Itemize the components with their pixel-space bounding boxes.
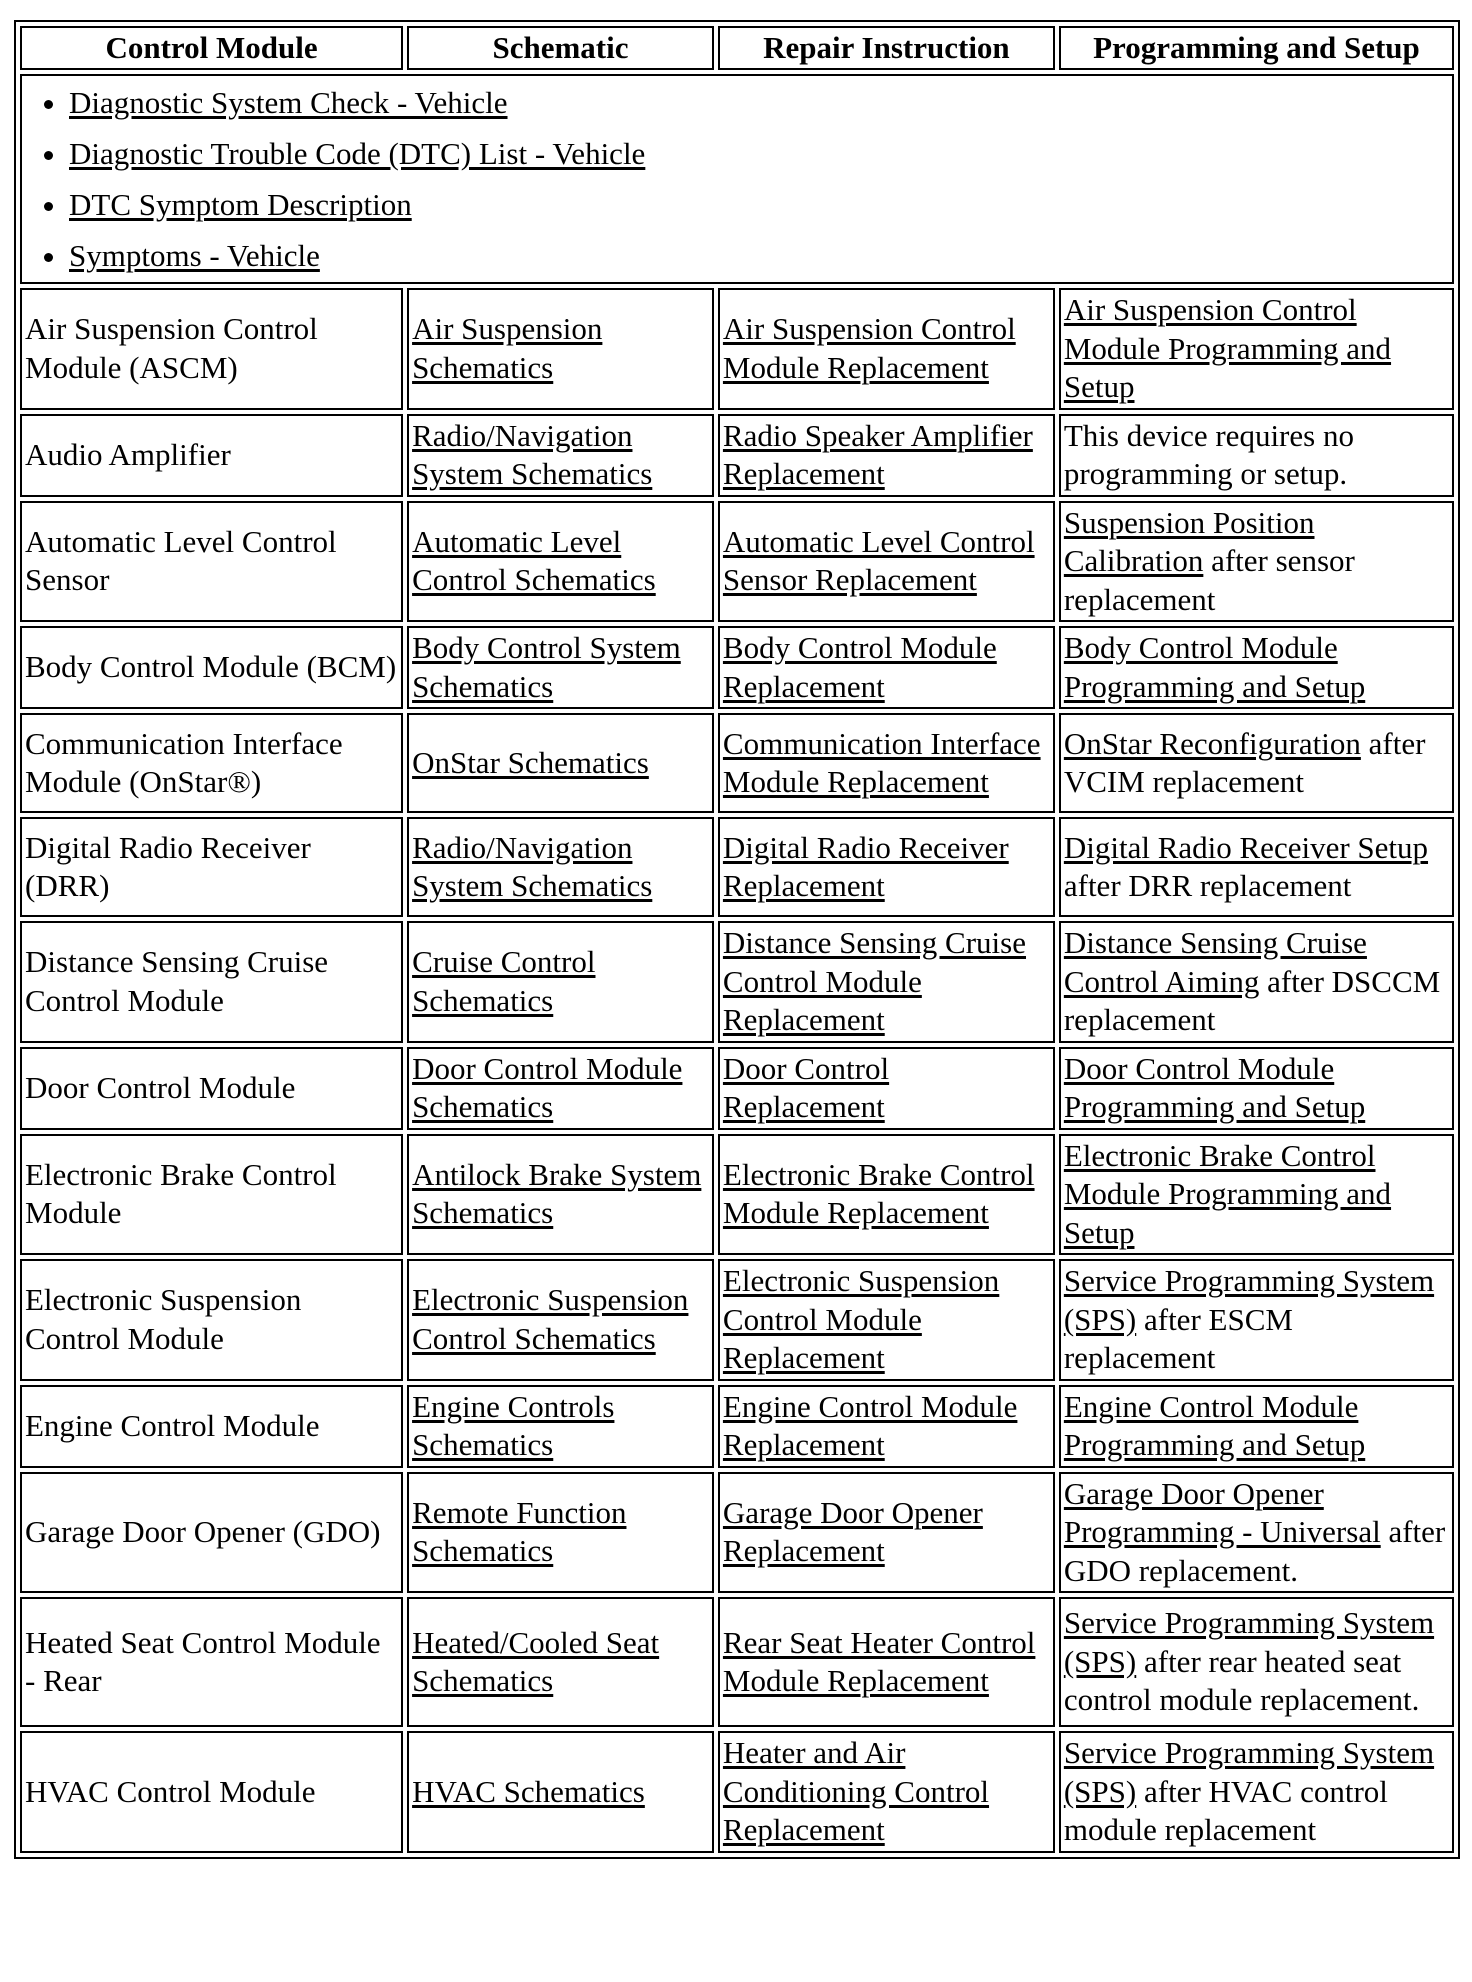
repair-instruction-link[interactable]: Body Control Module Replacement [722, 630, 997, 704]
programming-setup-cell [1059, 1472, 1454, 1594]
programming-setup-link[interactable]: Electronic Brake Control Module Programming and Setup [1063, 1137, 1392, 1250]
repair-instruction-cell [718, 817, 1055, 917]
schematic-link[interactable]: OnStar Schematics [412, 744, 649, 780]
programming-setup-note: after DSCCM replacement [1063, 963, 1441, 1037]
programming-setup-cell [1059, 817, 1454, 917]
programming-setup-cell [1059, 713, 1454, 813]
table-row [20, 1385, 1454, 1468]
schematic-link[interactable]: Antilock Brake System Schematics [412, 1156, 702, 1231]
repair-instruction-cell [718, 921, 1055, 1043]
programming-setup-note: This device requires no programming or setup. [1063, 417, 1354, 491]
repair-instruction-cell [718, 414, 1055, 497]
control-module-cell: Communication Interface Module (OnStar®) [20, 713, 403, 813]
schematic-link[interactable]: Remote Function Schematics [412, 1494, 627, 1569]
schematic-cell [407, 626, 714, 709]
repair-instruction-link[interactable]: Communication Interface Module Replacement [722, 725, 1041, 799]
repair-instruction-link[interactable]: Heater and Air Conditioning Control Replacement [722, 1735, 990, 1847]
repair-instruction-link[interactable]: Door Control Replacement [722, 1050, 890, 1124]
schematic-cell [407, 1259, 714, 1381]
table-row [20, 1259, 1454, 1381]
programming-setup-note: after sensor replacement [1063, 543, 1355, 617]
control-module-cell: Door Control Module [20, 1047, 403, 1130]
programming-setup-link[interactable]: Garage Door Opener Programming - Universal [1063, 1475, 1381, 1549]
programming-setup-link[interactable]: Service Programming System (SPS) [1063, 1605, 1435, 1679]
repair-instruction-link[interactable]: Rear Seat Heater Control Module Replacement [722, 1624, 1036, 1698]
programming-setup-cell [1059, 921, 1454, 1043]
table-row [20, 1134, 1454, 1256]
link-diagnostic-system-check[interactable]: Diagnostic System Check - Vehicle [69, 85, 508, 120]
repair-instruction-cell [718, 1385, 1055, 1468]
control-module-cell: Body Control Module (BCM) [20, 626, 403, 709]
programming-setup-link[interactable]: Service Programming System (SPS) [1063, 1263, 1435, 1337]
programming-setup-cell [1059, 1259, 1454, 1381]
repair-instruction-cell [718, 1731, 1055, 1853]
programming-setup-note: after HVAC control module replacement [1063, 1773, 1388, 1847]
programming-setup-cell [1059, 1597, 1454, 1727]
top-links-cell [20, 74, 1454, 284]
list-item [69, 230, 1449, 281]
list-item [69, 77, 1449, 128]
header-programming-setup: Programming and Setup [1059, 26, 1454, 70]
programming-setup-link[interactable]: Body Control Module Programming and Setup [1063, 630, 1366, 704]
schematic-link[interactable]: Electronic Suspension Control Schematics [412, 1282, 689, 1356]
table-row [20, 626, 1454, 709]
link-dtc-list[interactable]: Diagnostic Trouble Code (DTC) List - Vehicle [69, 136, 646, 171]
table-row [20, 1047, 1454, 1130]
schematic-link[interactable]: Air Suspension Schematics [412, 311, 603, 385]
schematic-link[interactable]: Body Control System Schematics [412, 630, 681, 704]
schematic-link[interactable]: Automatic Level Control Schematics [412, 523, 656, 598]
schematic-cell [407, 1472, 714, 1594]
schematic-link[interactable]: HVAC Schematics [412, 1773, 645, 1809]
repair-instruction-link[interactable]: Automatic Level Control Sensor Replacement [722, 523, 1035, 598]
control-module-cell: Distance Sensing Cruise Control Module [20, 921, 403, 1043]
repair-instruction-cell [718, 1259, 1055, 1381]
top-links-row [20, 74, 1454, 284]
schematic-link[interactable]: Cruise Control Schematics [412, 944, 596, 1018]
schematic-cell [407, 921, 714, 1043]
repair-instruction-cell [718, 713, 1055, 813]
repair-instruction-cell [718, 1597, 1055, 1727]
schematic-cell [407, 1047, 714, 1130]
table-row [20, 921, 1454, 1043]
schematic-cell [407, 713, 714, 813]
repair-instruction-link[interactable]: Air Suspension Control Module Replacement [722, 311, 1016, 385]
programming-setup-note: after ESCM replacement [1063, 1301, 1293, 1375]
repair-instruction-link[interactable]: Garage Door Opener Replacement [722, 1494, 983, 1569]
programming-setup-note: after rear heated seat control module replacement. [1063, 1643, 1420, 1718]
schematic-link[interactable]: Door Control Module Schematics [412, 1050, 683, 1124]
programming-setup-link[interactable]: Engine Control Module Programming and Setup [1063, 1388, 1366, 1462]
programming-setup-cell [1059, 1385, 1454, 1468]
control-module-cell: Garage Door Opener (GDO) [20, 1472, 403, 1594]
table-row [20, 713, 1454, 813]
header-control-module: Control Module [20, 26, 403, 70]
programming-setup-cell [1059, 1047, 1454, 1130]
link-symptoms-vehicle[interactable]: Symptoms - Vehicle [69, 238, 320, 273]
repair-instruction-link[interactable]: Distance Sensing Cruise Control Module Replacement [722, 925, 1026, 1037]
table-row [20, 1472, 1454, 1594]
control-module-cell: Automatic Level Control Sensor [20, 501, 403, 623]
table-row [20, 414, 1454, 497]
table-row [20, 817, 1454, 917]
list-item [69, 179, 1449, 230]
repair-instruction-cell [718, 1047, 1055, 1130]
table-row [20, 1731, 1454, 1853]
table-row [20, 501, 1454, 623]
control-module-cell: Electronic Suspension Control Module [20, 1259, 403, 1381]
programming-setup-link[interactable]: OnStar Reconfiguration [1063, 725, 1361, 761]
schematic-cell [407, 817, 714, 917]
schematic-cell [407, 414, 714, 497]
control-module-cell: Air Suspension Control Module (ASCM) [20, 288, 403, 410]
top-links-list [25, 77, 1449, 281]
repair-instruction-cell [718, 288, 1055, 410]
schematic-cell [407, 288, 714, 410]
table-row [20, 288, 1454, 410]
table-row [20, 1597, 1454, 1727]
control-module-cell: Audio Amplifier [20, 414, 403, 497]
schematic-cell [407, 1134, 714, 1256]
control-module-cell: Engine Control Module [20, 1385, 403, 1468]
repair-instruction-link[interactable]: Electronic Brake Control Module Replacement [722, 1156, 1035, 1231]
programming-setup-note: after GDO replacement. [1063, 1514, 1446, 1588]
control-module-cell: Heated Seat Control Module - Rear [20, 1597, 403, 1727]
programming-setup-link[interactable]: Digital Radio Receiver Setup [1063, 829, 1429, 865]
programming-setup-link[interactable]: Distance Sensing Cruise Control Aiming [1063, 925, 1367, 999]
programming-setup-cell [1059, 626, 1454, 709]
link-dtc-symptom-description[interactable]: DTC Symptom Description [69, 187, 412, 222]
programming-setup-link[interactable]: Door Control Module Programming and Setup [1063, 1050, 1366, 1124]
schematic-cell [407, 1597, 714, 1727]
schematic-cell [407, 501, 714, 623]
programming-setup-cell [1059, 1134, 1454, 1256]
header-row [20, 26, 1454, 70]
schematic-link[interactable]: Radio/Navigation System Schematics [412, 417, 653, 491]
schematic-link[interactable]: Heated/Cooled Seat Schematics [412, 1624, 660, 1698]
schematic-link[interactable]: Radio/Navigation System Schematics [412, 829, 653, 903]
programming-setup-note: after VCIM replacement [1063, 725, 1426, 799]
repair-instruction-cell [718, 1472, 1055, 1594]
programming-setup-link[interactable]: Suspension Position Calibration [1063, 504, 1315, 578]
control-module-cell: Electronic Brake Control Module [20, 1134, 403, 1256]
repair-instruction-cell [718, 1134, 1055, 1256]
schematic-cell [407, 1385, 714, 1468]
repair-instruction-cell [718, 626, 1055, 709]
repair-instruction-link[interactable]: Electronic Suspension Control Module Replacement [722, 1263, 1000, 1375]
programming-setup-link[interactable]: Air Suspension Control Module Programming and Setup [1063, 292, 1392, 404]
list-item [69, 128, 1449, 179]
schematic-link[interactable]: Engine Controls Schematics [412, 1388, 615, 1462]
service-info-table [14, 20, 1460, 1859]
programming-setup-cell [1059, 414, 1454, 497]
programming-setup-cell [1059, 1731, 1454, 1853]
schematic-cell [407, 1731, 714, 1853]
repair-instruction-link[interactable]: Engine Control Module Replacement [722, 1388, 1018, 1462]
repair-instruction-link[interactable]: Digital Radio Receiver Replacement [722, 829, 1009, 903]
programming-setup-cell [1059, 288, 1454, 410]
programming-setup-cell [1059, 501, 1454, 623]
control-module-cell: HVAC Control Module [20, 1731, 403, 1853]
repair-instruction-cell [718, 501, 1055, 623]
header-schematic: Schematic [407, 26, 714, 70]
programming-setup-note: after DRR replacement [1063, 868, 1352, 903]
repair-instruction-link[interactable]: Radio Speaker Amplifier Replacement [722, 417, 1033, 491]
programming-setup-link[interactable]: Service Programming System (SPS) [1063, 1735, 1435, 1809]
header-repair-instruction: Repair Instruction [718, 26, 1055, 70]
control-module-cell: Digital Radio Receiver (DRR) [20, 817, 403, 917]
